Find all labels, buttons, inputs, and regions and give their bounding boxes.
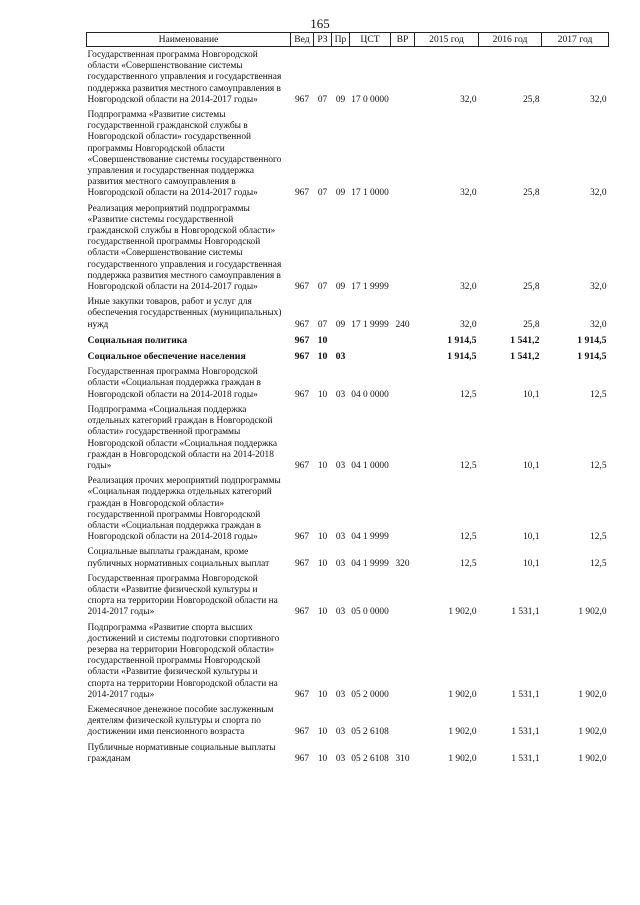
row-value-2015: 1 902,0 <box>448 727 477 738</box>
row-ved: 967 <box>294 727 310 738</box>
row-cst: 04 1 0000 <box>351 460 389 471</box>
row-value-2015: 12,5 <box>460 532 477 543</box>
row-value-2016: 10,1 <box>523 558 540 569</box>
row-pr: 03 <box>335 532 346 543</box>
column-header-2016: 2016 год <box>479 33 542 47</box>
row-cst: 17 1 9999 <box>351 282 389 293</box>
row-cst <box>350 332 391 348</box>
row-name: Иные закупки товаров, работ и услуг для обеспечения государственных (муниципальных) нужд <box>87 297 282 330</box>
row-pr: 09 <box>335 319 346 330</box>
row-cst: 17 1 9999 <box>351 319 389 330</box>
row-value-2017: 1 914,5 <box>577 334 607 346</box>
row-pr: 03 <box>335 558 346 569</box>
row-value-2017: 1 902,0 <box>578 753 607 764</box>
table-row <box>87 332 609 348</box>
row-value-2015: 12,5 <box>460 558 477 569</box>
row-cst: 17 1 0000 <box>351 188 389 199</box>
row-ved: 967 <box>294 532 310 543</box>
row-rz: 07 <box>317 282 328 293</box>
row-value-2016: 1 531,1 <box>511 689 540 700</box>
table-row <box>87 107 609 201</box>
row-cst: 05 2 6108 <box>351 727 389 738</box>
row-ved: 967 <box>294 607 310 618</box>
table-row <box>87 348 609 364</box>
row-vr: 240 <box>395 319 410 330</box>
row-ved: 967 <box>294 94 310 105</box>
row-value-2017: 12,5 <box>590 532 607 543</box>
row-ved: 967 <box>294 319 310 330</box>
row-name: Социальная политика <box>87 334 188 346</box>
row-vr <box>391 364 415 402</box>
row-value-2016: 25,8 <box>523 319 540 330</box>
row-value-2016: 1 541,2 <box>510 334 540 346</box>
column-header-2015: 2015 год <box>415 33 479 47</box>
table-row <box>87 740 609 766</box>
row-value-2017: 32,0 <box>590 282 607 293</box>
table-row <box>87 201 609 295</box>
row-rz: 10 <box>317 532 328 543</box>
row-ved: 967 <box>294 334 310 346</box>
row-pr: 09 <box>335 282 346 293</box>
row-name: Ежемесячное денежное пособие заслуженным деятелям физической культуры и спорта по достижении ими пенсионного возраста <box>87 704 274 738</box>
table-row <box>87 544 609 570</box>
row-name: Подпрограмма «Развитие системы государственной гражданской службы в Новгородской области» государственной программы Новгородской области «Совершенствование системы государственного управления и государственная поддержка развития местного самоуправления в Новгородской области на 2014-2017 годы» <box>87 110 282 199</box>
row-pr: 03 <box>335 727 346 738</box>
row-name: Государственная программа Новгородской области «Совершенствование системы государственного управления и государственная поддержка развития местного самоуправления в Новгородской области на 2014-2017 годы» <box>87 50 282 105</box>
row-ved: 967 <box>294 689 310 700</box>
table-row <box>87 571 609 620</box>
row-ved: 967 <box>294 558 310 569</box>
row-name: Социальное обеспечение населения <box>87 351 246 363</box>
table-body <box>87 47 609 766</box>
row-vr: 310 <box>395 753 410 764</box>
row-pr: 03 <box>335 460 346 471</box>
row-cst <box>350 348 391 364</box>
row-pr: 03 <box>335 607 346 618</box>
row-vr <box>391 402 415 473</box>
row-vr <box>391 348 415 364</box>
table-header-row <box>87 33 609 47</box>
row-rz: 10 <box>317 334 328 346</box>
column-header-ved: Вед <box>291 33 314 47</box>
row-value-2017: 12,5 <box>590 389 607 400</box>
row-name: Социальные выплаты гражданам, кроме публичных нормативных социальных выплат <box>87 547 270 569</box>
page-number: 165 <box>310 16 330 31</box>
row-vr <box>391 473 415 544</box>
row-rz: 07 <box>317 319 328 330</box>
row-value-2015: 1 902,0 <box>448 753 477 764</box>
row-value-2015: 32,0 <box>460 282 477 293</box>
row-value-2015: 32,0 <box>460 319 477 330</box>
row-value-2017: 12,5 <box>590 460 607 471</box>
row-name: Реализация мероприятий подпрограммы «Развитие системы государственной гражданской службы в Новгородской области» государственной программы Новгородской области «Совершенствование системы государственного управления и государственная поддержка развития местного самоуправления в Новгородской области на 2014-2017 годы» <box>87 203 282 293</box>
table-row <box>87 473 609 544</box>
row-vr <box>391 702 415 740</box>
row-value-2015: 1 902,0 <box>448 607 477 618</box>
row-name: Публичные нормативные социальные выплаты гражданам <box>87 742 276 764</box>
row-pr: 09 <box>335 188 346 199</box>
budget-table <box>86 32 609 766</box>
row-name: Подпрограмма «Развитие спорта высших достижений и системы подготовки спортивного резерва на территории Новгородской области» государственной программы Новгородской области «Развитие физической культуры и спорта на территории Новгородской области на 2014-2017 годы» <box>87 622 280 700</box>
column-header-2017: 2017 год <box>542 33 609 47</box>
row-ved: 967 <box>294 460 310 471</box>
row-value-2017: 1 902,0 <box>578 727 607 738</box>
row-rz: 10 <box>317 727 328 738</box>
row-rz: 10 <box>317 558 328 569</box>
row-value-2016: 1 531,1 <box>511 607 540 618</box>
row-name: Государственная программа Новгородской области «Социальная поддержка граждан в Новгородской области на 2014-2018 годы» <box>87 367 261 400</box>
row-value-2017: 32,0 <box>590 319 607 330</box>
table-row <box>87 294 609 332</box>
table-row <box>87 702 609 740</box>
row-cst: 04 1 9999 <box>351 558 389 569</box>
row-cst: 05 2 6108 <box>351 753 389 764</box>
column-header-name: Наименование <box>87 33 291 47</box>
row-value-2017: 1 902,0 <box>578 607 607 618</box>
row-value-2016: 10,1 <box>523 460 540 471</box>
row-ved: 967 <box>294 389 310 400</box>
row-pr: 03 <box>335 753 346 764</box>
row-value-2015: 12,5 <box>460 460 477 471</box>
row-rz: 10 <box>317 689 328 700</box>
row-vr: 320 <box>395 558 410 569</box>
row-cst: 17 0 0000 <box>351 94 389 105</box>
row-value-2015: 32,0 <box>460 94 477 105</box>
row-vr <box>391 107 415 201</box>
row-value-2017: 12,5 <box>590 558 607 569</box>
row-value-2016: 1 531,1 <box>511 727 540 738</box>
row-name: Государственная программа Новгородской области «Развитие физической культуры и спорта на территории Новгородской области на 2014-2017 годы» <box>87 573 278 618</box>
row-rz: 07 <box>317 188 328 199</box>
row-value-2016: 10,1 <box>523 389 540 400</box>
row-pr: 09 <box>335 94 346 105</box>
row-rz: 10 <box>317 460 328 471</box>
column-header-cst: ЦСТ <box>350 33 391 47</box>
row-vr <box>391 47 415 108</box>
row-vr <box>391 571 415 620</box>
row-rz: 10 <box>317 389 328 400</box>
row-value-2016: 25,8 <box>523 94 540 105</box>
row-value-2015: 12,5 <box>460 389 477 400</box>
table-row <box>87 620 609 702</box>
row-value-2015: 1 914,5 <box>447 334 477 346</box>
row-cst: 05 0 0000 <box>351 607 389 618</box>
row-ved: 967 <box>294 753 310 764</box>
row-value-2016: 1 541,2 <box>510 351 540 363</box>
row-value-2015: 1 914,5 <box>447 351 477 363</box>
row-ved: 967 <box>294 351 310 363</box>
row-value-2016: 25,8 <box>523 188 540 199</box>
row-pr: 03 <box>335 689 346 700</box>
row-value-2015: 32,0 <box>460 188 477 199</box>
row-value-2016: 1 531,1 <box>511 753 540 764</box>
row-value-2015: 1 902,0 <box>448 689 477 700</box>
row-value-2017: 1 914,5 <box>577 351 607 363</box>
row-rz: 10 <box>317 607 328 618</box>
row-rz: 07 <box>317 94 328 105</box>
row-vr <box>391 620 415 702</box>
row-cst: 04 0 0000 <box>351 389 389 400</box>
row-value-2017: 1 902,0 <box>578 689 607 700</box>
row-ved: 967 <box>294 188 310 199</box>
row-ved: 967 <box>294 282 310 293</box>
row-value-2017: 32,0 <box>590 94 607 105</box>
row-cst: 04 1 9999 <box>351 532 389 543</box>
row-value-2016: 25,8 <box>523 282 540 293</box>
row-cst: 05 2 0000 <box>351 689 389 700</box>
row-vr <box>391 332 415 348</box>
row-pr <box>332 332 350 348</box>
row-vr <box>391 201 415 295</box>
row-value-2017: 32,0 <box>590 188 607 199</box>
column-header-pr: Пр <box>332 33 350 47</box>
table-row <box>87 47 609 108</box>
row-pr: 03 <box>335 351 346 363</box>
row-value-2016: 10,1 <box>523 532 540 543</box>
row-pr: 03 <box>335 389 346 400</box>
table-row <box>87 402 609 473</box>
table-row <box>87 364 609 402</box>
row-rz: 10 <box>317 351 328 363</box>
row-name: Реализация прочих мероприятий подпрограммы «Социальная поддержка отдельных категорий граждан в Новгородской области» государственной программы Новгородской области «Социальная поддержка граждан в Новгородской области на 2014-2018 годы» <box>87 476 281 543</box>
column-header-rz: РЗ <box>314 33 332 47</box>
row-rz: 10 <box>317 753 328 764</box>
row-name: Подпрограмма «Социальная поддержка отдельных категорий граждан в Новгородской области» государственной программы Новгородской области «Социальная поддержка граждан в Новгородской области на 2014-2018 годы» <box>87 404 278 471</box>
column-header-vr: ВР <box>391 33 415 47</box>
